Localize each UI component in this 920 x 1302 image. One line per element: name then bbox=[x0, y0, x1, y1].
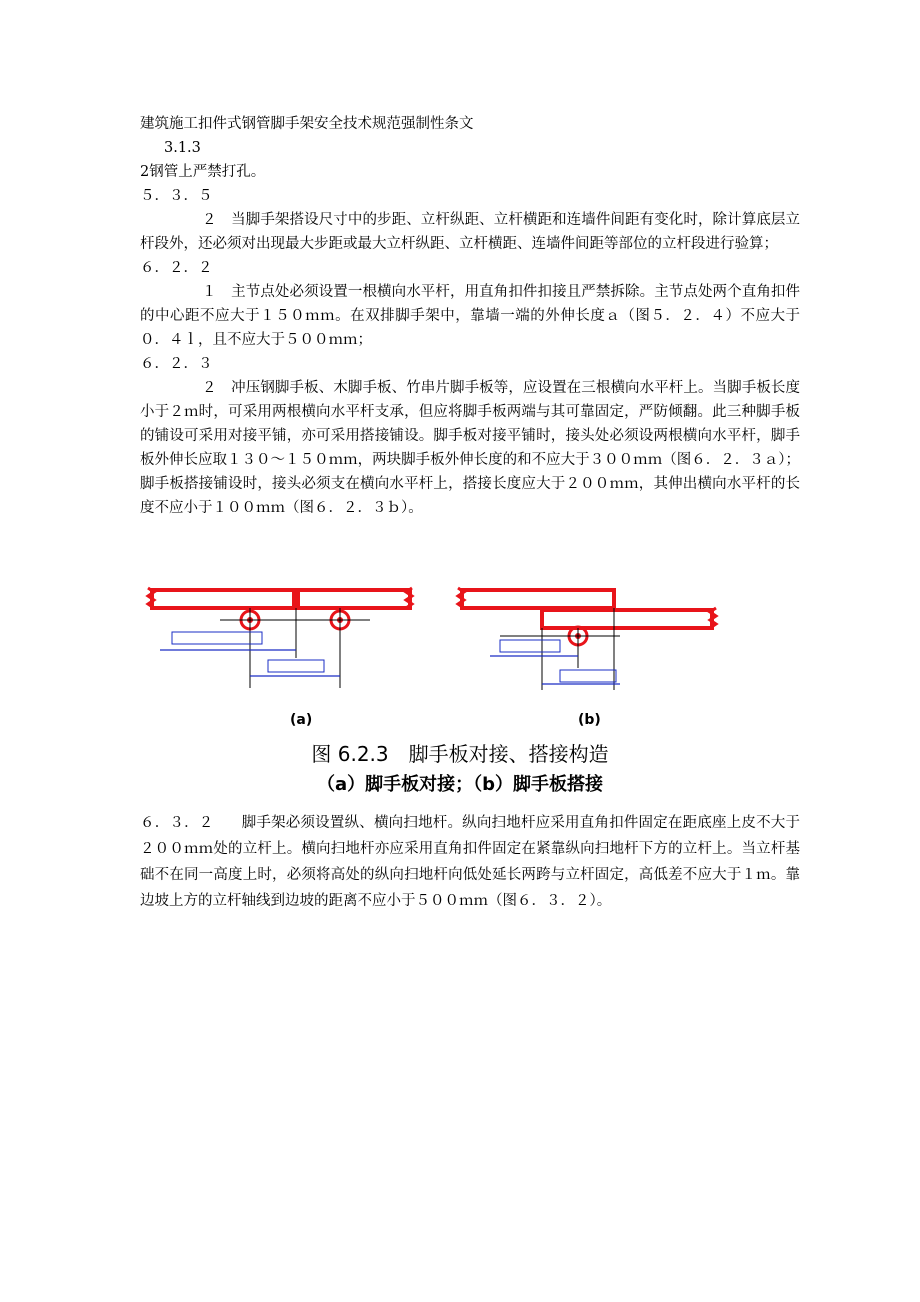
section-number: ６．２．３ bbox=[140, 356, 213, 372]
figure-title: 图 6.2.3 脚手板对接、搭接构造 bbox=[311, 742, 609, 766]
document-body-continued bbox=[140, 810, 800, 914]
section-number: ６．３．２ bbox=[140, 815, 214, 831]
figure-b-lap-joint bbox=[458, 588, 716, 728]
section-text: ２ 当脚手架搭设尺寸中的步距、立杆纵距、立杆横距和连墙件间距有变化时，除计算底层立杆段外，还必须对出现最大步距或最大立杆纵距、立杆横距、连墙件间距等部位的立杆段进行验算； bbox=[140, 212, 800, 252]
figure-label-a: (a) bbox=[290, 712, 313, 728]
section-text: １ 主节点处必须设置一根横向水平杆，用直角扣件扣接且严禁拆除。主节点处两个直角扣件的中心距不应大于１５０ｍｍ。在双排脚手架中，靠墙一端的外伸长度ａ（图５．２．４）不应大于０．４ｌ，且不应大于５００ｍｍ； bbox=[140, 284, 800, 348]
figure-label-b: (b) bbox=[578, 712, 601, 728]
section-text: 2钢管上严禁打孔。 bbox=[140, 164, 266, 180]
section-number: ６．２．２ bbox=[140, 260, 213, 276]
document-body bbox=[140, 112, 800, 520]
document-title: 建筑施工扣件式钢管脚手架安全技术规范强制性条文 bbox=[140, 116, 474, 132]
section-text: ２ 冲压钢脚手板、木脚手板、竹串片脚手板等，应设置在三根横向水平杆上。当脚手板长度小于２ｍ时，可采用两根横向水平杆支承，但应将脚手板两端与其可靠固定，严防倾翻。此三种脚手板的铺设可采用对接平铺，亦可采用搭接铺设。脚手板对接平铺时，接头处必须设两根横向水平杆，脚手板外伸长应取１３０～１５０ｍｍ，两块脚手板外伸长度的和不应大于３００ｍｍ（图６．２．３ａ）；脚手板搭接铺设时，接头必须支在横向水平杆上，搭接长度应大于２００ｍｍ，其伸出横向水平杆的长度不应小于１００ｍｍ（图６．２．３ｂ）。 bbox=[140, 380, 800, 516]
section-number: ５．３．５ bbox=[140, 188, 213, 204]
section-paragraph bbox=[140, 810, 800, 914]
section-number: 3.1.3 bbox=[164, 140, 201, 156]
figure-a-butt-joint bbox=[148, 588, 412, 728]
figure-subtitle: （a）脚手板对接；（b）脚手板搭接 bbox=[316, 774, 604, 795]
section-text: 脚手架必须设置纵、横向扫地杆。纵向扫地杆应采用直角扣件固定在距底座上皮不大于２００ｍｍ处的立杆上。横向扫地杆亦应采用直角扣件固定在紧靠纵向扫地杆下方的立杆上。当立杆基础不在同一高度上时，必须将高处的纵向扫地杆向低处延长两跨与立杆固定，高低差不应大于１ｍ。靠边坡上方的立杆轴线到边坡的距离不应小于５００ｍｍ（图６．３．２）。 bbox=[140, 815, 801, 909]
